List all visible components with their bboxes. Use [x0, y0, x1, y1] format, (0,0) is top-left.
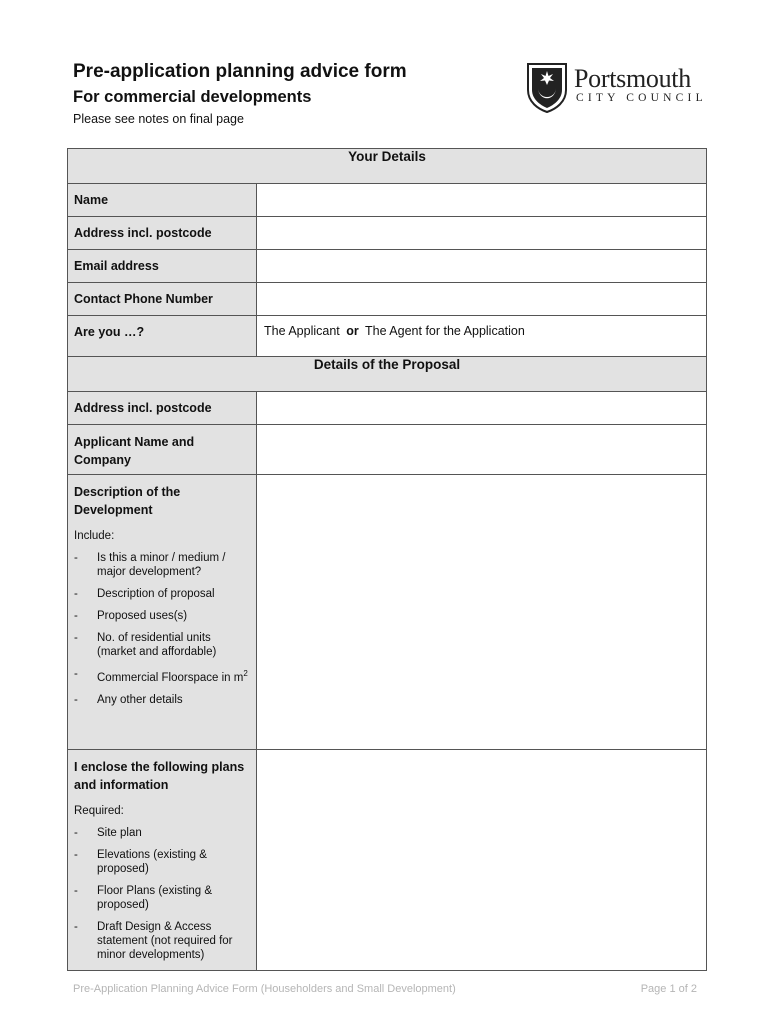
enclose-label: I enclose the following plans and information — [74, 760, 245, 792]
enclose-field[interactable] — [257, 750, 707, 971]
list-item — [74, 667, 250, 685]
description-field[interactable] — [257, 475, 707, 750]
superscript-2: 2 — [243, 669, 248, 678]
address-field[interactable] — [257, 217, 707, 250]
notes-hint: Please see notes on final page — [73, 112, 244, 126]
enclose-required: Required: — [74, 805, 124, 817]
list-item: - No. of residential units (market and affordable) — [74, 631, 250, 659]
list-item: - Is this a minor / medium / major development? — [74, 551, 250, 579]
list-item: - Elevations (existing & proposed) — [74, 848, 250, 876]
proposal-heading: Details of the Proposal — [68, 357, 707, 392]
proposal-address-field[interactable] — [257, 392, 707, 425]
applicant-company-field[interactable] — [257, 425, 707, 475]
logo-name: Portsmouth — [574, 64, 691, 93]
name-field[interactable] — [257, 184, 707, 217]
name-label: Name — [68, 184, 257, 217]
logo-council: CITY COUNCIL — [576, 92, 707, 104]
enclose-list — [74, 826, 250, 962]
are-you-label: Are you …? — [68, 316, 257, 357]
address-label: Address incl. postcode — [68, 217, 257, 250]
phone-label: Contact Phone Number — [68, 283, 257, 316]
email-row — [68, 250, 707, 283]
enclose-row — [68, 750, 707, 971]
form-header — [73, 60, 407, 127]
description-row — [68, 475, 707, 750]
your-details-heading-row — [68, 149, 707, 184]
list-item: - Proposed uses(s) — [74, 609, 250, 623]
are-you-row — [68, 316, 707, 357]
address-row — [68, 217, 707, 250]
enclose-cell — [68, 750, 257, 971]
page-number: Page 1 of 2 — [640, 983, 697, 995]
list-item: - Site plan — [74, 826, 250, 840]
applicant-company-label: Applicant Name and Company — [68, 425, 257, 475]
page-footer — [73, 983, 697, 995]
list-item: - Floor Plans (existing & proposed) — [74, 884, 250, 912]
application-form-table — [67, 148, 707, 971]
applicant-company-row — [68, 425, 707, 475]
phone-row — [68, 283, 707, 316]
option-or: or — [346, 324, 359, 338]
description-cell — [68, 475, 257, 750]
floorspace-text: Commercial Floorspace in m — [97, 671, 244, 684]
proposal-address-label: Address incl. postcode — [68, 392, 257, 425]
description-include: Include: — [74, 530, 115, 542]
portsmouth-logo — [526, 62, 716, 116]
crest-icon — [526, 62, 568, 114]
option-agent[interactable]: The Agent for the Application — [364, 324, 525, 338]
list-item: - Any other details — [74, 693, 250, 707]
page-subtitle: For commercial developments — [73, 88, 312, 106]
option-applicant[interactable]: The Applicant — [264, 324, 340, 338]
your-details-heading: Your Details — [68, 149, 707, 184]
email-label: Email address — [68, 250, 257, 283]
phone-field[interactable] — [257, 283, 707, 316]
proposal-address-row — [68, 392, 707, 425]
page-title: Pre-application planning advice form — [73, 61, 407, 82]
role-choice — [257, 316, 707, 357]
name-row — [68, 184, 707, 217]
footer-title: Pre-Application Planning Advice Form (Householders and Small Development) — [73, 983, 456, 995]
list-item: - Draft Design & Access statement (not required for minor developments) — [74, 920, 250, 962]
description-list — [74, 551, 250, 707]
email-field[interactable] — [257, 250, 707, 283]
proposal-heading-row — [68, 357, 707, 392]
list-item: - Description of proposal — [74, 587, 250, 601]
description-label: Description of the Development — [74, 485, 181, 517]
